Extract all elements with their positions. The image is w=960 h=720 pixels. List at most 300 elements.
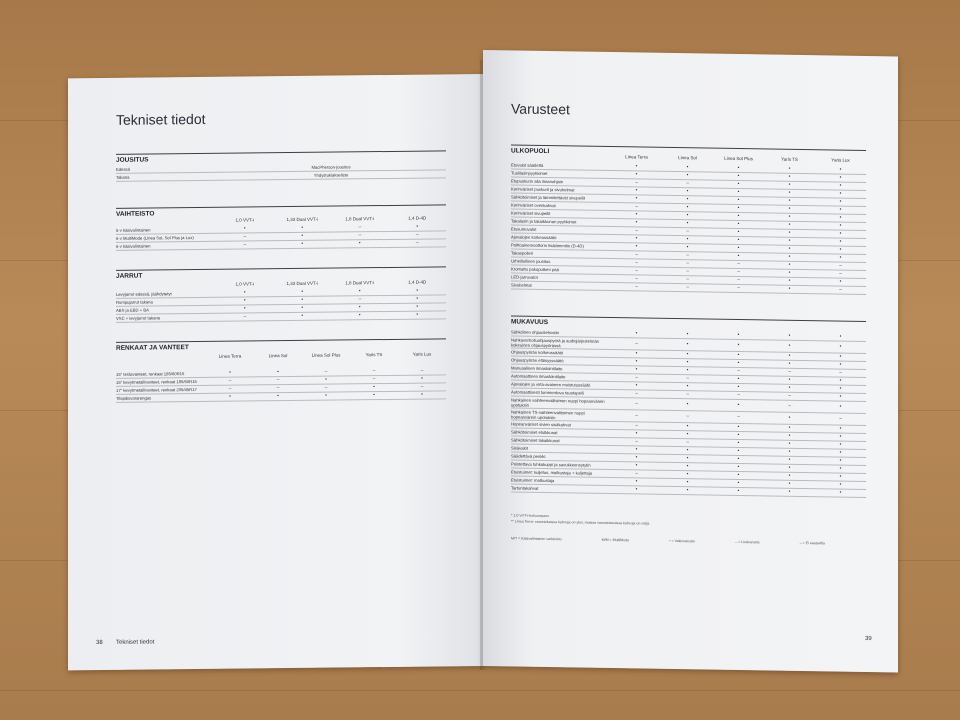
column-header: Linea Sol Plus — [311, 352, 341, 358]
section-mukavuus-heading: MUKAVUUS — [511, 315, 866, 331]
row-label: Rumpujarrut takana — [116, 299, 153, 305]
table-cell: – — [415, 231, 419, 238]
table-cell: – — [635, 203, 638, 210]
legend-item: M/T = Käsivalintainen vaihteisto — [511, 536, 562, 542]
table-cell: • — [421, 375, 423, 382]
table-cell: • — [788, 488, 791, 495]
table-cell: • — [635, 219, 638, 226]
table-cell: • — [635, 187, 638, 194]
table-cell: • — [737, 359, 740, 367]
section-jousitus-heading: JOUSITUS — [116, 150, 446, 163]
table-cell: – — [635, 422, 638, 429]
table-cell: • — [737, 431, 740, 439]
row-label: Polttoainemoottorin lisälämmitin (D-4D) — [511, 242, 584, 249]
table-cell: – — [358, 224, 362, 231]
table-cell: – — [635, 179, 638, 186]
table-cell: • — [839, 254, 842, 261]
table-cell: • — [635, 195, 638, 202]
table-cell: • — [686, 431, 689, 438]
table-cell: • — [325, 392, 327, 399]
table-cell: – — [686, 284, 689, 291]
table-cell: • — [788, 261, 791, 268]
row-label: Säädettävä penkki — [511, 453, 546, 459]
column-header: 1,33 Dual VVT-i — [286, 280, 318, 287]
legend — [511, 536, 871, 546]
table-cell: • — [788, 165, 791, 172]
table-cell: – — [635, 283, 638, 290]
row-label: 15" teräsvanteet, renkaat 185/60R15 — [116, 371, 185, 377]
table-cell: • — [243, 289, 246, 296]
table-cell: • — [737, 196, 740, 204]
row-cells — [611, 413, 866, 422]
table-cell: • — [839, 473, 842, 480]
row-value: MacPherson-jousitus — [311, 164, 351, 170]
row-label: Automaattinen ilmastointilaite — [511, 373, 566, 380]
table-cell: – — [243, 313, 247, 320]
table-cell: • — [737, 188, 740, 196]
table-cell: • — [839, 333, 842, 340]
row-label: Urheillullinen jousitus — [511, 258, 551, 265]
table-cell: • — [358, 304, 361, 311]
table-cell: • — [635, 478, 638, 485]
table-cell: • — [788, 424, 791, 431]
table-cell: – — [686, 413, 689, 420]
table-cell: • — [788, 432, 791, 439]
legend-item: M/M = MultiMode — [601, 537, 630, 543]
table-cell: • — [788, 245, 791, 252]
row-label: Levyjarrut edessä, jäähdytetyt — [116, 291, 172, 297]
table-cell: – — [635, 259, 638, 266]
table-cell: • — [737, 204, 740, 212]
column-header: 1,4 D-4D — [408, 279, 427, 285]
row-label: Etuistuimet: kuljetus, matkustaja + kuljettaja — [511, 469, 593, 476]
table-cell: – — [635, 400, 638, 407]
table-cell: • — [839, 222, 842, 229]
table-cell: • — [635, 486, 638, 493]
table-cell: • — [788, 440, 791, 447]
table-cell: • — [229, 369, 231, 376]
table-cell: • — [788, 464, 791, 471]
table-cell: • — [737, 236, 740, 244]
table-cell: • — [737, 487, 740, 495]
row-cells — [216, 240, 446, 247]
table-cell: – — [737, 284, 740, 292]
table-cell: • — [839, 393, 842, 400]
table-cell: • — [737, 423, 740, 431]
row-label: Takalasin ja takaikkunan pyyhkimet — [511, 218, 577, 225]
table-cell: – — [635, 412, 638, 419]
section-jarrut-heading: JARRUT — [116, 266, 446, 279]
table-cell: • — [839, 385, 842, 392]
table-cell: • — [839, 361, 842, 368]
row-label: Korinväriset ovenkahvat — [511, 202, 556, 209]
table-cell: • — [358, 288, 361, 295]
section-vaihteisto-heading: VAIHTEISTO — [116, 204, 446, 217]
table-cell: • — [737, 455, 740, 463]
row-label: Korinväriset puskurit ja sivuhelmat — [511, 186, 575, 193]
table-cell: • — [243, 225, 246, 232]
table-cell: • — [686, 244, 689, 251]
table-cell: – — [788, 402, 791, 409]
row-label: Poistettava tuhkakuppi ja savukkeensytytin — [511, 461, 591, 468]
table-cell: • — [788, 173, 791, 180]
table-cell: • — [301, 288, 304, 295]
table-cell: • — [301, 224, 304, 231]
table-cell: • — [737, 471, 740, 479]
table-cell: – — [228, 385, 232, 392]
row-label: ABS ja EBD + BA — [116, 307, 149, 313]
table-cell: • — [839, 246, 842, 253]
jarrut-column-headers — [216, 279, 446, 286]
table-cell: • — [686, 204, 689, 211]
column-header: Linea Terra — [218, 353, 242, 359]
table-cell: • — [686, 455, 689, 462]
right-page — [483, 50, 898, 673]
row-label: Sähköinen ohjaustehostin — [511, 329, 559, 336]
row-label: Tartuntakahvat — [511, 485, 539, 491]
table-cell: – — [839, 286, 842, 293]
column-header: Yaris TS — [365, 352, 383, 358]
row-value: Yhdystukiakselisto — [313, 172, 349, 178]
table-cell: • — [788, 456, 791, 463]
table-cell: • — [788, 360, 791, 367]
legend-item: – = Ei saatavilla — [799, 540, 825, 546]
row-cells — [611, 401, 866, 410]
table-cell: • — [686, 341, 689, 348]
table-cell: – — [686, 439, 689, 446]
table-cell: • — [839, 206, 842, 213]
table-cell: – — [358, 232, 362, 239]
renkaat-table — [116, 367, 446, 402]
row-label: Sähkötoimiset takaikkunat — [511, 437, 560, 444]
row-cells — [216, 288, 446, 295]
left-page — [68, 74, 483, 670]
table-cell: • — [788, 384, 791, 391]
table-cell: – — [324, 368, 328, 375]
table-cell: – — [635, 267, 638, 274]
table-cell: – — [635, 390, 638, 397]
table-cell: • — [737, 220, 740, 228]
table-cell: • — [788, 342, 791, 349]
left-page-number: 38 — [96, 639, 103, 647]
row-cells — [216, 224, 446, 231]
table-cell: – — [737, 413, 740, 421]
table-cell: • — [686, 359, 689, 366]
table-cell: • — [737, 383, 740, 391]
table-cell: • — [788, 472, 791, 479]
table-cell: • — [635, 454, 638, 461]
table-cell: • — [229, 393, 231, 400]
table-cell: • — [839, 441, 842, 448]
table-cell: – — [635, 374, 638, 381]
left-footer-title: Tekniset tiedot — [116, 639, 155, 646]
table-cell: • — [301, 304, 304, 311]
table-cell: – — [686, 375, 689, 382]
footnote: * 1,0 VVT-i-kokoonpano — [511, 513, 549, 519]
table-cell: • — [737, 252, 740, 260]
row-label: Sähkötoimiset ja lämmitettävät sivupeilit — [511, 194, 586, 201]
table-cell: • — [737, 172, 740, 180]
row-label: Takana — [116, 174, 130, 180]
row-label: 6-v MultiMode (Linea Sol, Sol Plus ja Lux) — [116, 235, 194, 241]
row-label: Tuulilasinpyyhkimet — [511, 170, 548, 177]
table-cell: – — [737, 268, 740, 276]
table-cell: • — [686, 447, 689, 454]
row-cells — [611, 341, 866, 350]
table-cell: • — [686, 487, 689, 494]
row-label: Nahkainen TS-vaihteenvalitsimen nuppi hopeanvärein upotuksin — [511, 408, 585, 420]
column-header: Yaris Lux — [412, 351, 432, 357]
row-label: Etuvalot säädettä — [511, 162, 544, 168]
table-cell: • — [686, 479, 689, 486]
table-cell: • — [839, 174, 842, 181]
table-cell: • — [416, 311, 419, 318]
table-cell: • — [788, 237, 791, 244]
table-cell: • — [788, 229, 791, 236]
table-cell: • — [788, 332, 791, 339]
table-cell: • — [635, 171, 638, 178]
table-cell: • — [788, 352, 791, 359]
table-cell: • — [788, 448, 791, 455]
row-cells — [216, 296, 446, 303]
table-cell: • — [737, 351, 740, 359]
table-cell: • — [635, 446, 638, 453]
table-cell: – — [686, 276, 689, 283]
right-page-number: 39 — [865, 636, 872, 643]
table-cell: • — [839, 489, 842, 496]
row-label: Edessä — [116, 166, 130, 172]
row-label: Ohjauspyörän etäisyyssäätö — [511, 357, 564, 364]
table-cell: • — [788, 480, 791, 487]
table-cell: • — [635, 330, 638, 337]
table-cell: • — [788, 277, 791, 284]
table-cell: – — [686, 252, 689, 259]
table-cell: • — [788, 205, 791, 212]
table-cell: • — [839, 238, 842, 245]
table-cell: • — [635, 358, 638, 365]
column-header: Yaris Lux — [831, 157, 850, 163]
table-cell: • — [839, 457, 842, 464]
jousitus-table — [116, 162, 446, 181]
table-cell: • — [243, 297, 246, 304]
table-cell: • — [737, 212, 740, 220]
column-header: 1,0 VVT-i — [235, 217, 254, 223]
row-label: Takaspoileri — [511, 250, 534, 256]
table-cell: • — [635, 430, 638, 437]
column-header: 1,8 Dual VVT-i — [345, 280, 375, 286]
row-label: Etupuskurin alla ilmanohjain — [511, 178, 564, 185]
table-cell: • — [686, 164, 689, 171]
table-cell: – — [358, 296, 362, 303]
table-cell: • — [635, 462, 638, 469]
table-cell: – — [420, 367, 424, 374]
table-cell: – — [372, 368, 376, 375]
table-cell: • — [839, 190, 842, 197]
table-cell: • — [839, 465, 842, 472]
table-cell: • — [686, 383, 689, 390]
table-cell: • — [788, 189, 791, 196]
table-cell: • — [839, 230, 842, 237]
section-renkaat-heading: RENKAAT JA VANTEET — [116, 338, 446, 351]
table-cell: – — [686, 260, 689, 267]
jarrut-table — [116, 287, 446, 322]
table-cell: • — [737, 228, 740, 236]
table-cell: – — [686, 228, 689, 235]
table-cell: • — [788, 197, 791, 204]
table-cell: – — [737, 367, 740, 375]
table-cell: • — [686, 463, 689, 470]
table-cell: • — [635, 350, 638, 357]
table-cell: • — [788, 269, 791, 276]
table-cell: • — [358, 312, 361, 319]
table-cell: • — [416, 303, 419, 310]
row-cells — [216, 312, 446, 319]
vaihteisto-table — [116, 223, 446, 250]
table-cell: • — [788, 221, 791, 228]
table-cell: • — [839, 343, 842, 350]
table-cell: • — [839, 198, 842, 205]
table-cell: – — [243, 233, 247, 240]
table-cell: • — [301, 312, 304, 319]
row-label: 15" kevytmetallivanteet, renkaat 185/60R15 — [116, 378, 197, 385]
table-cell: • — [839, 449, 842, 456]
table-cell: • — [686, 423, 689, 430]
table-cell: – — [635, 251, 638, 258]
row-label: Sisävalot — [511, 445, 528, 451]
row-label: Kromattu pakoputken pää — [511, 266, 559, 273]
table-cell: • — [737, 375, 740, 383]
table-cell: – — [635, 470, 638, 477]
row-label: LED-jarruvalot — [511, 274, 538, 280]
row-label: Ohjauspyörän korkeussäätö — [511, 349, 564, 356]
table-cell: • — [788, 181, 791, 188]
table-cell: • — [839, 433, 842, 440]
table-cell: • — [686, 196, 689, 203]
table-cell: • — [737, 341, 740, 349]
table-cell: – — [839, 415, 842, 422]
footnote: ** Linea Terra- varusteluassa kahvoja on yksi, muissa varustetasoissa kahvoja on neljä. — [511, 519, 650, 526]
column-header: Linea Sol — [678, 155, 697, 161]
table-cell: – — [737, 391, 740, 399]
table-cell: • — [737, 447, 740, 455]
table-cell: – — [839, 262, 842, 269]
row-label: Automaattisesti tummentuva taustapeili — [511, 389, 584, 396]
column-header: Linea Sol Plus — [724, 155, 753, 162]
table-cell: – — [788, 368, 791, 375]
table-cell: – — [635, 227, 638, 234]
row-label: 17" kevytmetallivanteet, renkaat 205/45R17 — [116, 386, 197, 393]
row-label: Etusumuvalot — [511, 226, 537, 232]
table-cell: • — [686, 172, 689, 179]
row-label: Nahkainen vaihteenvalitsimen nuppi hopeanvärein upotuksin — [511, 396, 605, 408]
row-label: VSC + levyjarrut takana — [116, 315, 161, 321]
table-cell: • — [277, 369, 279, 376]
table-cell: – — [686, 268, 689, 275]
table-cell: – — [635, 340, 638, 347]
table-cell: • — [788, 253, 791, 260]
right-page-title: Varusteet — [511, 100, 570, 118]
legend-item: • = Vakiovaruste — [669, 538, 696, 544]
column-header: 1,4 D-4D — [408, 215, 427, 221]
table-cell: • — [635, 211, 638, 218]
row-label: Ajovalojen korkeussäätö — [511, 234, 557, 241]
table-cell: • — [686, 236, 689, 243]
table-cell: – — [415, 239, 419, 246]
column-header: Linea Sol — [268, 353, 288, 359]
table-cell: • — [788, 213, 791, 220]
left-page-title: Tekniset tiedot — [116, 110, 206, 128]
table-cell: – — [324, 384, 328, 391]
table-cell: • — [686, 471, 689, 478]
table-cell: – — [686, 180, 689, 187]
row-cells — [216, 304, 446, 311]
renkaat-column-headers — [206, 351, 446, 359]
table-cell: • — [686, 331, 689, 338]
table-cell: • — [839, 353, 842, 360]
row-label: Sähkötoimiset etulkkunat — [511, 429, 558, 436]
table-cell: • — [737, 244, 740, 252]
table-cell: • — [416, 287, 419, 294]
row-cells — [206, 392, 446, 400]
row-label: Etuistuimet: matkustaja — [511, 477, 555, 484]
table-cell: • — [635, 382, 638, 389]
table-cell: • — [686, 220, 689, 227]
table-cell: • — [737, 401, 740, 409]
table-cell: • — [839, 481, 842, 488]
vaihteisto-column-headers — [216, 215, 446, 222]
table-cell: – — [635, 438, 638, 445]
legend-item: – = Lisävaruste — [735, 539, 760, 545]
row-label: Tilapäisvararengas — [116, 395, 152, 401]
column-header: Yaris TS — [781, 156, 798, 162]
table-cell: • — [635, 366, 638, 373]
ulkopuoli-table — [511, 161, 866, 295]
table-cell: • — [737, 439, 740, 447]
table-cell: • — [243, 305, 246, 312]
table-cell: – — [420, 383, 424, 390]
table-cell: • — [737, 463, 740, 471]
table-cell: – — [372, 376, 376, 383]
table-cell: • — [686, 367, 689, 374]
footnotes — [511, 512, 866, 530]
column-header: 1,8 Dual VVT-i — [345, 216, 375, 222]
table-cell: • — [737, 479, 740, 487]
table-cell: • — [686, 188, 689, 195]
mukavuus-table — [511, 328, 866, 498]
table-cell: • — [358, 240, 361, 247]
table-cell: • — [686, 351, 689, 358]
column-header: Linea Terra — [625, 154, 648, 160]
table-cell: • — [416, 295, 419, 302]
row-label: 6-v käsivalintainen — [116, 243, 151, 249]
table-cell: • — [373, 392, 375, 399]
row-label: Ajovalojen ja virta-avaimen muistutussäätö — [511, 381, 591, 388]
table-cell: • — [325, 376, 327, 383]
table-cell: • — [839, 403, 842, 410]
row-cells — [216, 232, 446, 239]
table-cell: • — [301, 240, 304, 247]
table-cell: • — [839, 425, 842, 432]
row-label: Sivuhelmat — [511, 282, 532, 288]
table-cell: • — [301, 296, 304, 303]
table-cell: • — [277, 393, 279, 400]
table-cell: – — [243, 241, 247, 248]
table-cell: – — [788, 392, 791, 399]
table-cell: • — [839, 214, 842, 221]
table-cell: • — [635, 235, 638, 242]
table-cell: – — [276, 377, 280, 384]
table-cell: – — [839, 369, 842, 376]
